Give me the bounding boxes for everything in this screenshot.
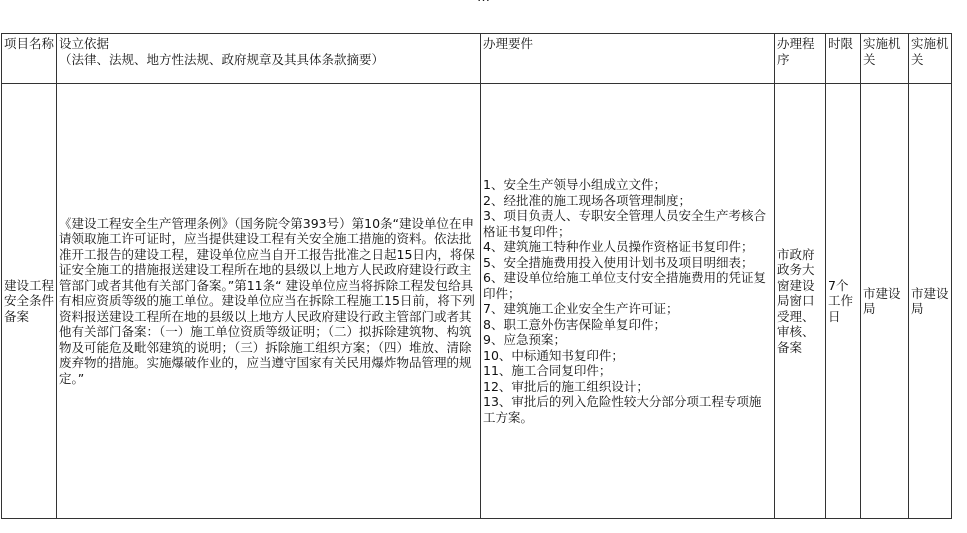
header-item-name: 项目名称 [2, 34, 57, 84]
requirement-item: 13、审批后的列入危险性较大分部分项工程专项施工方案。 [483, 394, 762, 425]
legal-basis-cell: 《建设工程安全生产管理条例》（国务院令第393号）第10条“建设单位在申请领取施工许可证时，应当提供建设工程有关安全施工措施的资料。依法批准开工报告的建设工程，建设单位应当自开工报告批准之日起15日内，将保证安全施工的措施报送建设工程所在地的县级以上地方人民政府建设行政主管部门或者其他有关部门备案。”第11条“ 建设单位应当将拆除工程发包给具有相应资质等级的施工单位。建设单位应当在拆除工程施工15日前，将下列资料报送建设工程所在地的县级以上地方人民政府建设行政主管部门或者其他有关部门备案：（一）施工单位资质等级证明；（二）拟拆除建筑物、构筑物及可能危及毗邻建筑的说明；（三）拆除施工组织方案；（四）堆放、清除废弃物的措施。实施爆破作业的，应当遵守国家有关民用爆炸物品管理的规定。” [57, 84, 481, 519]
requirement-item: 1、安全生产领导小组成立文件； [483, 177, 666, 192]
header-requirements: 办理要件 [481, 34, 775, 84]
requirement-item: 4、建筑施工特种作业人员操作资格证书复印件； [483, 239, 754, 254]
document-title-fragment [0, 0, 967, 6]
requirement-item: 10、中标通知书复印件； [483, 347, 624, 363]
requirement-item: 8、职工意外伤害保险单复印件； [483, 316, 666, 332]
header-row [2, 34, 952, 84]
requirement-item: 5、安全措施费用投入使用计划书及项目明细表； [483, 254, 754, 270]
agency-cell: 市建设局 [861, 84, 909, 519]
requirement-item: 9、应急预案； [483, 332, 566, 347]
time-limit-cell: 7个工作日 [826, 84, 861, 519]
requirements-cell [481, 84, 775, 519]
header-legal-basis-subtitle: （法律、法规、地方性法规、政府规章及其具体条款摘要） [59, 51, 385, 67]
requirement-item: 2、经批准的施工现场各项管理制度； [483, 192, 691, 208]
procedure-cell: 市政府政务大窗建设局窗口受理、审核、备案 [775, 84, 826, 519]
header-agency-2: 实施机关 [909, 34, 952, 84]
header-agency: 实施机关 [861, 34, 909, 84]
requirements-list [483, 177, 772, 425]
header-legal-basis [57, 34, 481, 84]
service-item-table [1, 33, 952, 519]
requirement-item: 3、项目负责人、专职安全管理人员安全生产考核合格证书复印件； [483, 208, 766, 239]
header-procedure: 办理程序 [775, 34, 826, 84]
requirement-item: 7、建筑施工企业安全生产许可证； [483, 301, 679, 316]
requirement-item: 11、施工合同复印件； [483, 363, 612, 378]
item-name-cell: 建设工程安全条件备案 [2, 84, 57, 519]
agency-cell-2: 市建设局 [909, 84, 952, 519]
requirement-item: 12、审批后的施工组织设计； [483, 378, 649, 394]
header-time-limit: 时限 [826, 34, 861, 84]
table-row [2, 84, 952, 519]
header-legal-basis-title: 设立依据 [59, 36, 110, 51]
requirement-item: 6、建设单位给施工单位支付安全措施费用的凭证复印件； [483, 270, 766, 301]
